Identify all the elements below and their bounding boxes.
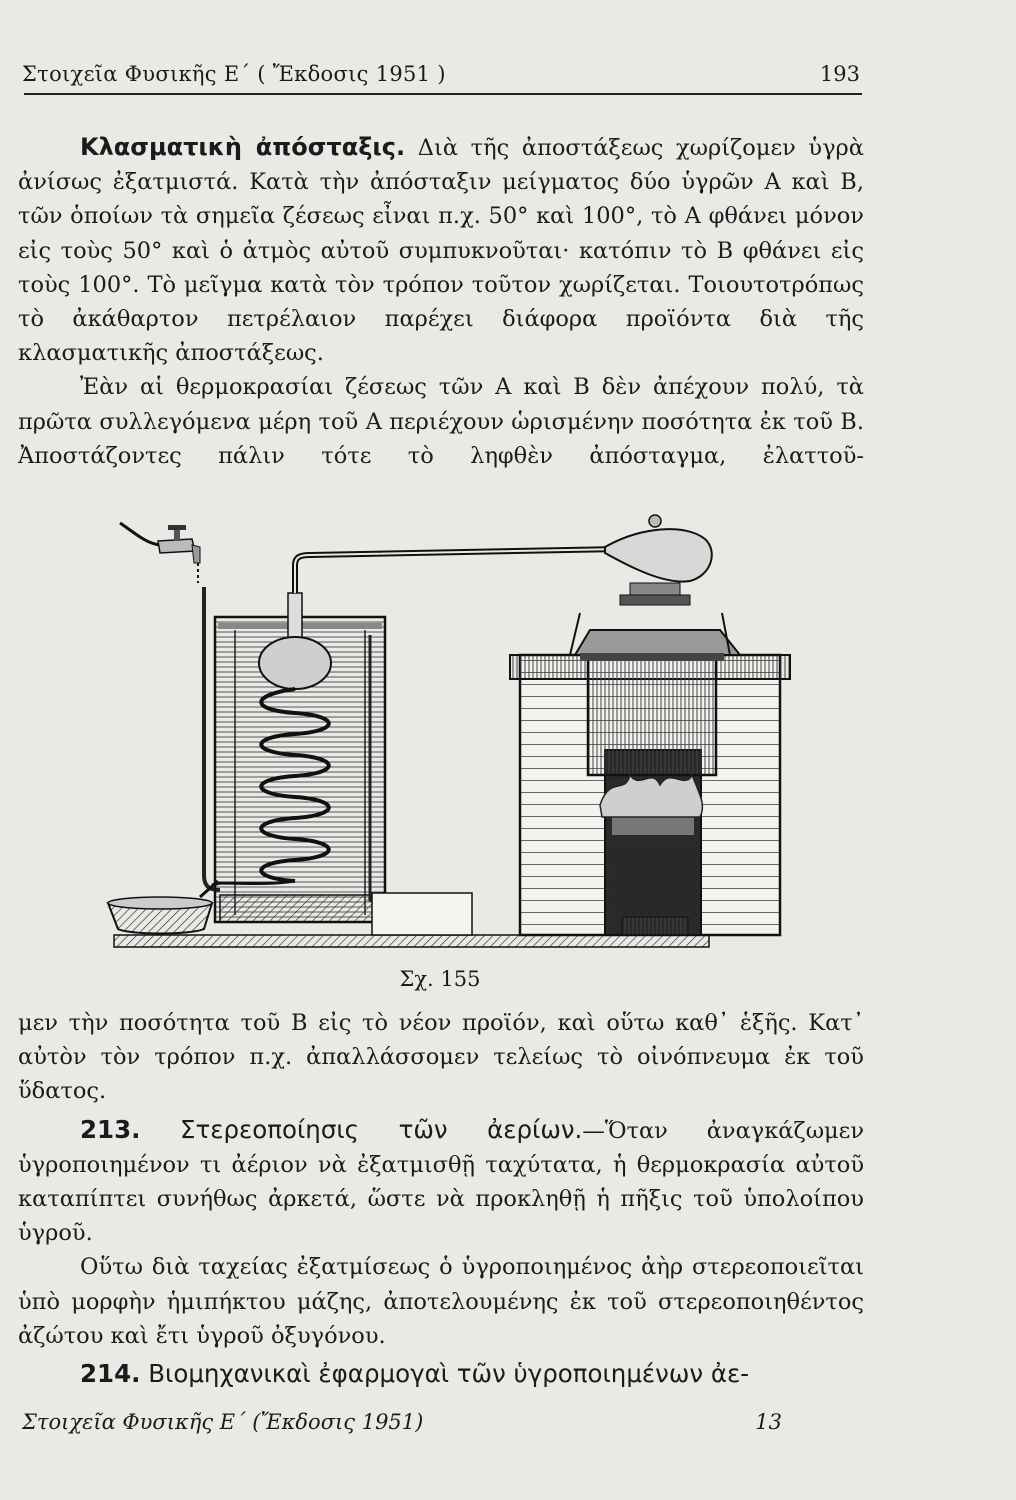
paragraph	[18, 1113, 864, 1251]
paragraph-text: Ἐὰν αἱ θερμοκρασίαι ζέσεως τῶν Α καὶ Β δὲν ἀπέχουν πολύ, τὰ πρῶτα συλλεγόμενα μέρη τοῦ Α περιέχουν ὡρισμένην ποσότητα ἐκ τοῦ Β. Ἀποστάζοντες πάλιν τότε τὸ ληφθὲν ἀπόσταγμα, ἐλαττοῦ-	[18, 374, 864, 469]
section-title: Βιομηχανικαὶ ἐφαρμογαὶ τῶν ὑγροποιημένων ἀε-	[148, 1359, 750, 1389]
signature-title: Στοιχεῖα Φυσικῆς Ε΄ (Ἔκδοσις 1951)	[22, 1410, 424, 1434]
paragraph	[18, 130, 864, 370]
section-heading: Κλασματικὴ ἀπόσταξις.	[80, 133, 406, 161]
section-fractional-distillation	[18, 130, 864, 473]
paragraph-text: Διὰ τῆς ἀποστάξεως χωρίζομεν ὑγρὰ ἀνίσως ἐξατμιστά. Κατὰ τὴν ἀπόσταξιν μείγματος δύο ὑγρῶν Α καὶ Β, τῶν ὁποίων τὰ σημεῖα ζέσεως εἶναι π.χ. 50° καὶ 100°, τὸ Α φθάνει μόνον εἰς τοὺς 50° καὶ ὁ ἀτμὸς αὐτοῦ συμπυκνοῦται· κατόπιν τὸ Β φθάνει εἰς τοὺς 100°. Τὸ μεῖγμα κατὰ τὸν τρόπον τοῦτον χωρίζεται. Τοιουτοτρόπως τὸ ἀκάθαρτον πετρέλαιον παρέχει διάφορα προϊόντα διὰ τῆς κλασματικῆς ἀποστάξεως.	[18, 135, 864, 367]
section-number: 214.	[80, 1359, 141, 1389]
paragraph-text: Οὕτω διὰ ταχείας ἐξατμίσεως ὁ ὑγροποιημένος ἀὴρ στερεοποιεῖται ὑπὸ μορφὴν ἡμιπήκτου μάζης, ἀποτελουμένης ἐκ τοῦ στερεοποιηθέντος ἀζώτου καὶ ἔτι ὑγροῦ ὀξυγόνου.	[18, 1254, 864, 1349]
distillation-apparatus-figure	[100, 505, 870, 965]
body-continuation	[18, 1006, 864, 1392]
sheet-number: 13	[755, 1410, 782, 1434]
section-heading	[80, 1115, 582, 1144]
running-title: Στοιχεῖα Φυσικῆς Ε΄ ( Ἔκδοσις 1951 )	[22, 62, 446, 86]
section-number: 213.	[80, 1114, 141, 1144]
still-head	[605, 515, 712, 605]
paragraph	[18, 1357, 864, 1392]
paragraph	[18, 1250, 864, 1353]
page-number: 193	[819, 62, 860, 86]
paragraph-text: —Ὅταν ἀναγκάζωμεν ὑγροποιημένον τι ἀέριον νὰ ἐξατμισθῇ ταχύτατα, ἡ θερμοκρασία αὐτοῦ καταπίπτει συνήθως ἀρκετά, ὥστε νὰ προκληθῇ ἡ πῆξις τοῦ ὑπολοίπου ὑγροῦ.	[18, 1117, 865, 1247]
boiler-pot	[570, 613, 740, 775]
water-faucet	[120, 523, 200, 583]
section-heading	[80, 1359, 749, 1388]
paragraph	[18, 370, 864, 473]
paragraph	[18, 1006, 864, 1109]
section-title: Στερεοποίησις τῶν ἀερίων.	[180, 1114, 583, 1144]
signature-footer	[22, 1410, 782, 1434]
support-block	[372, 893, 472, 935]
running-header	[22, 62, 860, 86]
header-rule	[24, 93, 862, 95]
paragraph-text: μεν τὴν ποσότητα τοῦ Β εἰς τὸ νέον προϊόν, καὶ οὕτω καθ᾽ ἑξῆς. Κατ᾽ αὐτὸν τὸν τρόπον π.χ. ἀπαλλάσσομεν τελείως τὸ οἰνόπνευμα ἐκ τοῦ ὕδατος.	[18, 1010, 864, 1105]
delivery-tube	[295, 549, 620, 593]
figure-caption: Σχ. 155	[399, 967, 481, 991]
base-board	[114, 935, 709, 947]
